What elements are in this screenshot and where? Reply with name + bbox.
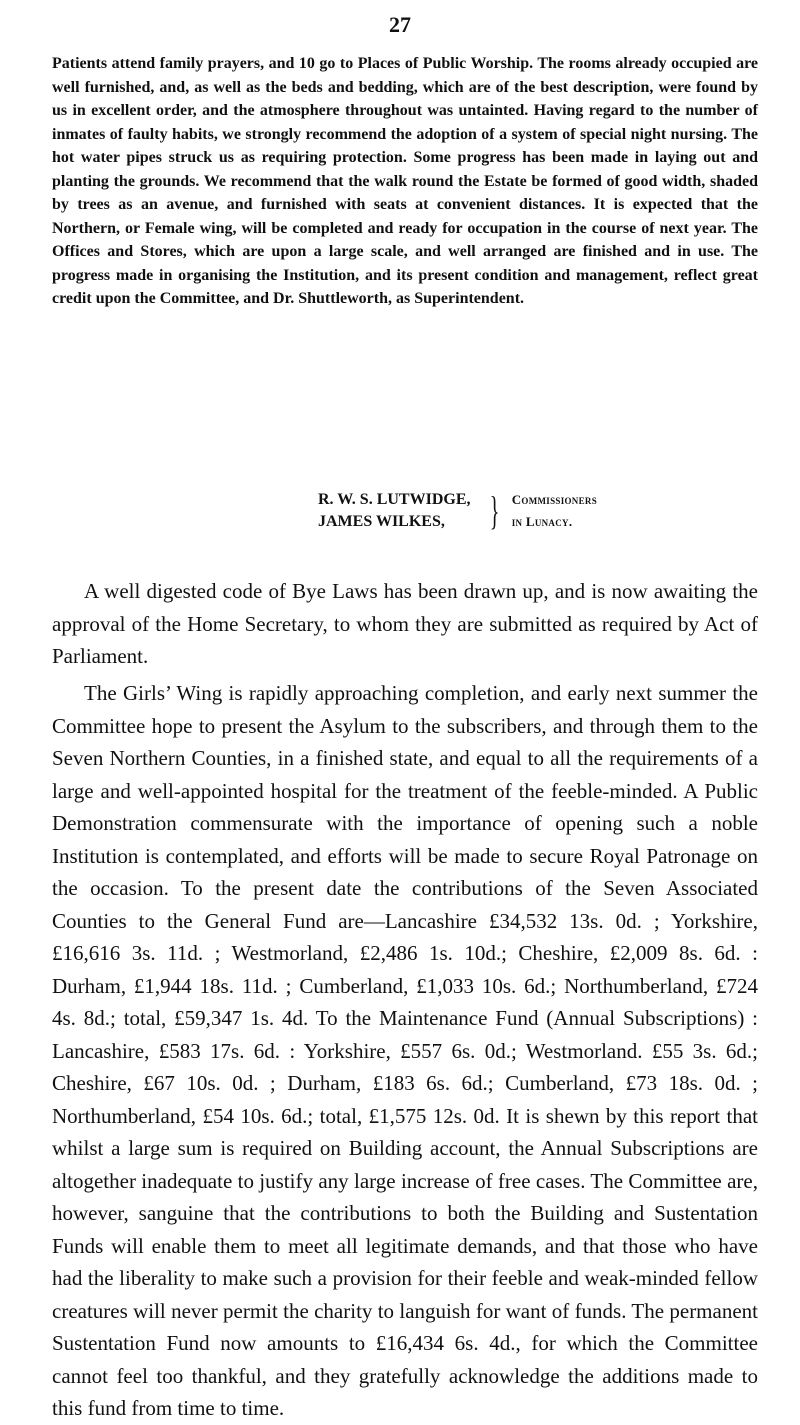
page-number: 27 <box>389 12 411 37</box>
brace-symbol: } <box>489 488 499 533</box>
girls-wing-paragraph: The Girls’ Wing is rapidly approaching completion, and early next summer the Committee hope to present the Asylum to the subscribers, and through them to the Seven Northern Counties, in a finished state, and equal to all the requirements of a large and well-appointed hospital for the treatment of the feeble-minded. A Public Demonstration commensurate with the importance of opening such a noble Institution is contemplated, and efforts will be made to secure Royal Patronage on the occasion. To the present date the contributions of the Seven Associated Counties to the General Fund are—Lancashire £34,532 13s. 0d. ; Yorkshire, £16,616 3s. 11d. ; Westmorland, £2,486 1s. 10d.; Cheshire, £2,009 8s. 6d. : Durham, £1,944 18s. 11d. ; Cumberland, £1,033 10s. 6d.; Northumberland, £724 4s. 8d.; total, £59,347 1s. 4d. To the Maintenance Fund (Annual Subscriptions) : Lancashire, £583 17s. 6d. : Yorkshire, £557 6s. 0d.; Westmorland. £55 3s. 6d.; Cheshire, £67 10s. 0d. ; Durham, £183 6s. 6d.; Cumberland, £73 18s. 0d. ; Northumberland, £54 10s. 6d.; total, £1,575 12s. 0d. It is shewn by this report that whilst a large sum is required on Building account, the Annual Subscriptions are altogether inadequate to justify any large increase of free cases. The Committee are, however, sanguine that the contributions to both the Building and Sustentation Funds will enable them to meet all legitimate demands, and that those who have had the liberality to make such a provision for their feeble and weak-minded fellow creatures will never permit the charity to languish for want of funds. The permanent Sustentation Fund now amounts to £16,434 6s. 4d., for which the Committee cannot feel too thankful, and they gratefully acknowledge the additions made to this fund from time to time. <box>52 681 758 1420</box>
signatory-names <box>318 489 471 533</box>
office-line: Commissioners <box>511 492 598 507</box>
office-line: in Lunacy. <box>511 514 573 529</box>
bye-laws-paragraph: A well digested code of Bye Laws has been drawn up, and is now awaiting the approval of the Home Secretary, to whom they are submitted as required by Act of Parliament. <box>52 579 758 668</box>
signatory-name: R. W. S. LUTWIDGE, <box>318 491 471 508</box>
commissioners-report-paragraph: Patients attend family prayers, and 10 go to Places of Public Worship. The rooms already occupied are well furnished, and, as well as the beds and bedding, which are of the best description, were found by us in excellent order, and the atmosphere throughout was untainted. Having regard to the number of inmates of faulty habits, we strongly recommend the adoption of a system of special night nursing. The hot water pipes struck us as requiring protection. Some progress has been made in laying out and planting the grounds. We recommend that the walk round the Estate be formed of good width, shaded by trees as an avenue, and furnished with seats at convenient distances. It is expected that the Northern, or Female wing, will be completed and ready for occupation in the course of next year. The Offices and Stores, which are upon a large scale, and well arranged are finished and in use. The progress made in organising the Institution, and its present condition and management, reflect great credit upon the Committee, and Dr. Shuttleworth, as Superintendent. <box>52 55 758 307</box>
signature-block <box>318 489 597 533</box>
signatory-office <box>512 489 597 533</box>
signatory-name: JAMES WILKES, <box>318 513 445 530</box>
